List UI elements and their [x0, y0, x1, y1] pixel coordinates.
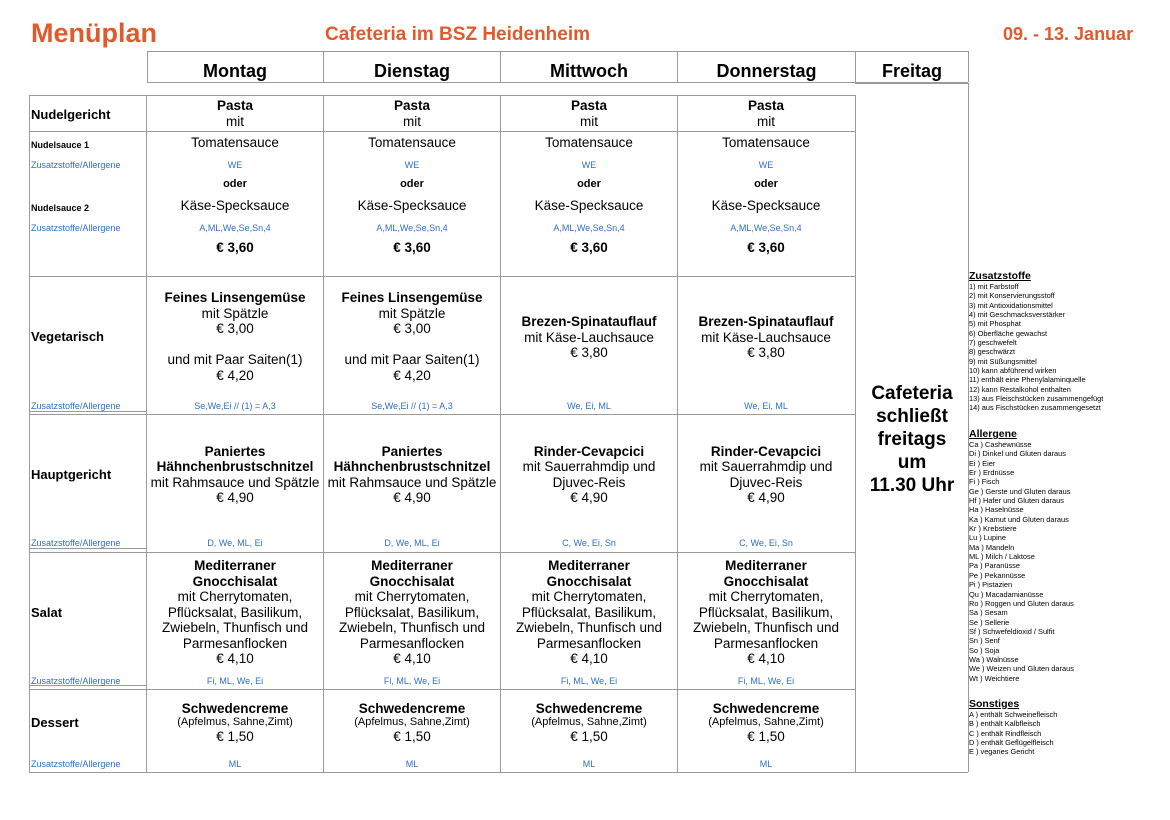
row-label-allergens: Zusatzstoffe/Allergene	[31, 223, 121, 233]
main-name: Rinder-Cevapcici	[710, 444, 822, 459]
veg-line: mit Käse-Lauchsauce	[701, 330, 831, 345]
legend-zusatz-item: 7) geschwefelt	[969, 338, 1017, 348]
sauce1-allergens: WE	[227, 160, 243, 170]
row-label-allergens: Zusatzstoffe/Allergene	[31, 538, 121, 548]
friday-line: Cafeteria	[871, 383, 953, 404]
legend-allergene-item: Fi ) Fisch	[969, 477, 1000, 487]
friday-line: schließt	[876, 406, 948, 427]
salad-allergens: Fi, ML, We, Ei	[383, 676, 441, 686]
legend-zusatz-item: 1) mit Farbstoff	[969, 282, 1019, 291]
salad-allergens: Fi, ML, We, Ei	[206, 676, 264, 686]
salad-price: € 4,10	[747, 651, 785, 666]
dessert-name: Schwedencreme	[358, 701, 466, 716]
legend-allergene-item: Pi ) Pistazien	[969, 580, 1013, 590]
legend-allergene-item: Lu ) Lupine	[969, 533, 1006, 543]
legend-sonstiges-item: B ) enthält Kalbfleisch	[969, 719, 1041, 729]
dessert-name: Schwedencreme	[181, 701, 289, 716]
salad-line: mit Cherrytomaten,	[531, 589, 647, 604]
dessert-sub: (Apfelmus, Sahne,Zimt)	[354, 716, 470, 728]
veg-price: € 3,80	[747, 345, 785, 360]
legend-allergene-item: Se ) Sellerie	[969, 617, 1010, 627]
veg-line: mit Spätzle	[378, 306, 446, 321]
veg-name: Brezen-Spinatauflauf	[698, 314, 834, 329]
legend-allergene-item: Ha ) Haselnüsse	[969, 505, 1024, 515]
grid-vline	[323, 95, 324, 772]
legend-allergene-item: Sa ) Sesam	[969, 608, 1008, 618]
legend-sonstiges-item: C ) enthält Rindfleisch	[969, 728, 1042, 738]
grid-vline	[968, 51, 969, 82]
main-name: Paniertes	[381, 444, 443, 459]
salad-line: Zwiebeln, Thunfisch und	[515, 620, 663, 635]
dessert-sub: (Apfelmus, Sahne,Zimt)	[177, 716, 293, 728]
pasta-title: Pasta	[393, 98, 431, 113]
main-name: Hähnchenbrustschnitzel	[156, 459, 314, 474]
salad-line: mit Cherrytomaten,	[708, 589, 824, 604]
grid-hline	[147, 82, 968, 83]
legend-allergene-item: Wt ) Weichtiere	[969, 673, 1020, 683]
row-label-allergens: Zusatzstoffe/Allergene	[31, 401, 121, 411]
legend-zusatz-item: 6) Oberfläche gewachst	[969, 328, 1048, 338]
day-header-mittwoch: Mittwoch	[550, 61, 628, 81]
main-name: Hähnchenbrustschnitzel	[333, 459, 491, 474]
salad-name: Gnocchisalat	[369, 574, 455, 589]
legend-allergene-item: Ca ) Cashewnüsse	[969, 440, 1032, 449]
sauce1-name: Tomatensauce	[545, 135, 633, 150]
salad-line: Pflücksalat, Basilikum,	[167, 605, 303, 620]
pasta-sub: mit	[403, 114, 421, 129]
row-label-salat: Salat	[31, 605, 63, 620]
legend-allergene	[969, 428, 1074, 683]
page-title: Menüplan	[31, 18, 157, 48]
sauce2-name: Käse-Specksauce	[357, 198, 467, 213]
salad-line: mit Cherrytomaten,	[177, 589, 293, 604]
dessert-allergens: ML	[405, 759, 419, 769]
salad-line: Zwiebeln, Thunfisch und	[161, 620, 309, 635]
row-label-nudelgericht: Nudelgericht	[31, 107, 111, 122]
dessert-price: € 1,50	[570, 729, 608, 744]
veg-price: € 3,00	[216, 321, 254, 336]
legend-zusatz-item: 14) aus Fischstücken zusammengesetzt	[969, 403, 1101, 413]
main-name: Paniertes	[204, 444, 266, 459]
date-range: 09. - 13. Januar	[1003, 24, 1134, 44]
sauce2-allergens: A,ML,We,Se,Sn,4	[553, 223, 625, 233]
main-price: € 4,90	[570, 490, 608, 505]
pasta-title: Pasta	[570, 98, 608, 113]
veg-allergens: We, Ei, ML	[744, 401, 788, 411]
main-line: Djuvec-Reis	[552, 475, 626, 490]
legend-zusatz-list	[969, 282, 1103, 413]
legend-allergene-item: Di ) Dinkel und Gluten daraus	[969, 449, 1066, 459]
sauce2-name: Käse-Specksauce	[180, 198, 290, 213]
salad-line: mit Cherrytomaten,	[354, 589, 470, 604]
dessert-allergens: ML	[228, 759, 242, 769]
grid-hline	[855, 83, 968, 84]
veg-price: € 3,80	[570, 345, 608, 360]
legend-allergene-list	[969, 440, 1074, 683]
legend-sonstiges-item: A ) enthält Schweinefleisch	[969, 710, 1058, 719]
sauce2-allergens: A,ML,We,Se,Sn,4	[376, 223, 448, 233]
legend-sonstiges	[969, 698, 1057, 757]
main-price: € 4,90	[747, 490, 785, 505]
day-header-dienstag: Dienstag	[373, 61, 451, 81]
main-line: mit Sauerrahmdip und	[699, 459, 833, 474]
sauce1-name: Tomatensauce	[368, 135, 456, 150]
legend-allergene-item: Er ) Erdnüsse	[969, 468, 1015, 478]
legend-zusatz-item: 5) mit Phosphat	[969, 319, 1021, 329]
legend-zusatz-title: Zusatzstoffe	[969, 270, 1031, 282]
salad-line: Pflücksalat, Basilikum,	[698, 605, 834, 620]
grid-hline	[29, 772, 968, 773]
legend-allergene-item: Hf ) Hafer und Gluten daraus	[969, 496, 1064, 506]
sauce1-name: Tomatensauce	[191, 135, 279, 150]
friday-line: um	[897, 452, 927, 473]
row-label-allergens: Zusatzstoffe/Allergene	[31, 676, 121, 686]
veg-price: € 4,20	[393, 368, 431, 383]
grid-hline	[29, 414, 855, 415]
row-label-dessert: Dessert	[31, 715, 79, 730]
pasta-sub: mit	[580, 114, 598, 129]
legend-allergene-item: Sf ) Schwefeldioxid / Sulfit	[969, 626, 1055, 636]
day-header-montag: Montag	[203, 61, 267, 81]
salad-line: Pflücksalat, Basilikum,	[521, 605, 657, 620]
salad-name: Mediterraner	[371, 558, 453, 573]
pasta-sub: mit	[757, 114, 775, 129]
legend-allergene-item: Ka ) Kamut und Gluten daraus	[969, 514, 1069, 524]
legend-allergene-item: Pe ) Pekannüsse	[969, 570, 1026, 580]
veg-allergens: We, Ei, ML	[567, 401, 611, 411]
veg-line: mit Käse-Lauchsauce	[524, 330, 654, 345]
grid-hline	[29, 689, 855, 690]
grid-hline	[29, 548, 147, 549]
day-header-freitag: Freitag	[881, 61, 942, 81]
veg-allergens: Se,We,Ei // (1) = A,3	[371, 401, 453, 411]
grid-hline	[29, 131, 855, 132]
row-label-hauptgericht: Hauptgericht	[31, 467, 112, 482]
veg-line: mit Spätzle	[201, 306, 269, 321]
main-price: € 4,90	[216, 490, 254, 505]
pasta-price: € 3,60	[393, 240, 431, 255]
legend-sonstiges-item: D ) enthält Geflügelfleisch	[969, 738, 1054, 748]
sauce2-allergens: A,ML,We,Se,Sn,4	[199, 223, 271, 233]
legend-allergene-item: Wa ) Walnüsse	[969, 654, 1019, 664]
legend-zusatz-item: 13) aus Fleischstücken zusammengefügt	[969, 394, 1104, 404]
oder-label: oder	[577, 178, 601, 190]
sauce1-allergens: WE	[758, 160, 774, 170]
veg-name: Brezen-Spinatauflauf	[521, 314, 657, 329]
dessert-price: € 1,50	[393, 729, 431, 744]
pasta-title: Pasta	[747, 98, 785, 113]
legend-allergene-item: Kr ) Krebstiere	[969, 524, 1017, 534]
grid-vline	[677, 95, 678, 772]
dessert-sub: (Apfelmus, Sahne,Zimt)	[708, 716, 824, 728]
salad-line: Parmesanflocken	[536, 636, 642, 651]
salad-line: Zwiebeln, Thunfisch und	[692, 620, 840, 635]
salad-line: Pflücksalat, Basilikum,	[344, 605, 480, 620]
salad-name: Mediterraner	[725, 558, 807, 573]
main-line: mit Rahmsauce und Spätzle	[150, 475, 320, 490]
veg-price: € 3,00	[393, 321, 431, 336]
grid-hline	[29, 95, 855, 96]
veg-name: Feines Linsengemüse	[341, 290, 483, 305]
salad-name: Gnocchisalat	[192, 574, 278, 589]
legend-allergene-item: ML ) Milch / Laktose	[969, 552, 1035, 562]
veg-allergens: Se,We,Ei // (1) = A,3	[194, 401, 276, 411]
day-header-donnerstag: Donnerstag	[716, 61, 817, 81]
salad-name: Gnocchisalat	[723, 574, 809, 589]
dessert-name: Schwedencreme	[712, 701, 820, 716]
legend-sonstiges-title: Sonstiges	[969, 698, 1020, 710]
salad-name: Mediterraner	[194, 558, 276, 573]
grid-vline	[29, 95, 30, 772]
salad-line: Parmesanflocken	[359, 636, 465, 651]
legend-zusatz-item: 2) mit Konservierungsstoff	[969, 291, 1055, 301]
location-title: Cafeteria im BSZ Heidenheim	[325, 24, 591, 45]
salad-allergens: Fi, ML, We, Ei	[560, 676, 618, 686]
dessert-price: € 1,50	[216, 729, 254, 744]
salad-price: € 4,10	[216, 651, 254, 666]
legend-allergene-item: So ) Soja	[969, 645, 1000, 655]
dessert-price: € 1,50	[747, 729, 785, 744]
main-allergens: C, We, Ei, Sn	[739, 538, 793, 548]
salad-allergens: Fi, ML, We, Ei	[737, 676, 795, 686]
sauce1-allergens: WE	[581, 160, 597, 170]
main-allergens: D, We, ML, Ei	[207, 538, 263, 548]
legend-allergene-item: Qu ) Macadamianüsse	[969, 589, 1044, 599]
salad-line: Parmesanflocken	[713, 636, 819, 651]
dessert-sub: (Apfelmus, Sahne,Zimt)	[531, 716, 647, 728]
salad-price: € 4,10	[393, 651, 431, 666]
veg-line: und mit Paar Saiten(1)	[167, 352, 303, 367]
legend-allergene-item: Ma ) Mandeln	[969, 542, 1015, 552]
pasta-price: € 3,60	[747, 240, 785, 255]
legend-zusatz-item: 3) mit Antioxidationsmittel	[969, 300, 1053, 310]
oder-label: oder	[400, 178, 424, 190]
legend-sonstiges-list	[969, 710, 1057, 757]
row-label-sauce1: Nudelsauce 1	[31, 140, 90, 150]
salad-line: Zwiebeln, Thunfisch und	[338, 620, 486, 635]
grid-hline	[29, 411, 147, 412]
pasta-price: € 3,60	[216, 240, 254, 255]
veg-price: € 4,20	[216, 368, 254, 383]
main-line: mit Rahmsauce und Spätzle	[327, 475, 497, 490]
row-label-allergens: Zusatzstoffe/Allergene	[31, 759, 121, 769]
friday-line: 11.30 Uhr	[869, 475, 955, 496]
grid-vline	[500, 95, 501, 772]
sauce2-name: Käse-Specksauce	[534, 198, 644, 213]
legend-zusatz-item: 4) mit Geschmacksverstärker	[969, 310, 1066, 320]
main-allergens: D, We, ML, Ei	[384, 538, 440, 548]
legend-allergene-item: Ge ) Gerste und Gluten daraus	[969, 486, 1071, 496]
sauce2-name: Käse-Specksauce	[711, 198, 821, 213]
main-line: mit Sauerrahmdip und	[522, 459, 656, 474]
legend-allergene-item: Ro ) Roggen und Gluten daraus	[969, 598, 1074, 608]
legend-zusatz-item: 10) kann abführend wirken	[969, 366, 1057, 376]
row-label-allergens: Zusatzstoffe/Allergene	[31, 160, 121, 170]
grid-hline	[29, 276, 855, 277]
main-line: Djuvec-Reis	[729, 475, 803, 490]
main-price: € 4,90	[393, 490, 431, 505]
dessert-allergens: ML	[582, 759, 596, 769]
legend-allergene-item: Pa ) Paranüsse	[969, 561, 1020, 571]
legend-zusatz-item: 8) geschwärzt	[969, 347, 1016, 357]
grid-vline	[146, 95, 147, 772]
legend-zusatz-item: 9) mit Süßungsmittel	[969, 356, 1037, 366]
salad-price: € 4,10	[570, 651, 608, 666]
legend-zusatz-item: 11) enthält eine Phenylalaminquelle	[969, 375, 1086, 385]
row-label-sauce2: Nudelsauce 2	[31, 203, 90, 213]
legend-allergene-item: Sn ) Senf	[969, 636, 1000, 646]
dessert-name: Schwedencreme	[535, 701, 643, 716]
legend-sonstiges-item: E ) veganes Gericht	[969, 747, 1035, 757]
friday-closed-notice	[856, 382, 968, 497]
main-name: Rinder-Cevapcici	[533, 444, 645, 459]
pasta-sub: mit	[226, 114, 244, 129]
legend-allergene-title: Allergene	[969, 428, 1017, 440]
veg-line: und mit Paar Saiten(1)	[344, 352, 480, 367]
dessert-allergens: ML	[759, 759, 773, 769]
sauce1-name: Tomatensauce	[722, 135, 810, 150]
salad-name: Mediterraner	[548, 558, 630, 573]
main-allergens: C, We, Ei, Sn	[562, 538, 616, 548]
legend-allergene-item: Ei ) Eier	[969, 458, 996, 468]
pasta-price: € 3,60	[570, 240, 608, 255]
salad-name: Gnocchisalat	[546, 574, 632, 589]
sauce1-allergens: WE	[404, 160, 420, 170]
legend-zusatz-item: 12) kann Restalkohol enthalten	[969, 384, 1071, 394]
veg-name: Feines Linsengemüse	[164, 290, 306, 305]
row-label-vegetarisch: Vegetarisch	[31, 329, 104, 344]
pasta-title: Pasta	[216, 98, 254, 113]
sauce2-allergens: A,ML,We,Se,Sn,4	[730, 223, 802, 233]
oder-label: oder	[754, 178, 778, 190]
oder-label: oder	[223, 178, 247, 190]
legend-allergene-item: We ) Weizen und Gluten daraus	[969, 664, 1074, 674]
friday-line: freitags	[877, 429, 947, 450]
legend	[969, 270, 1103, 413]
grid-hline	[29, 552, 855, 553]
salad-line: Parmesanflocken	[182, 636, 288, 651]
